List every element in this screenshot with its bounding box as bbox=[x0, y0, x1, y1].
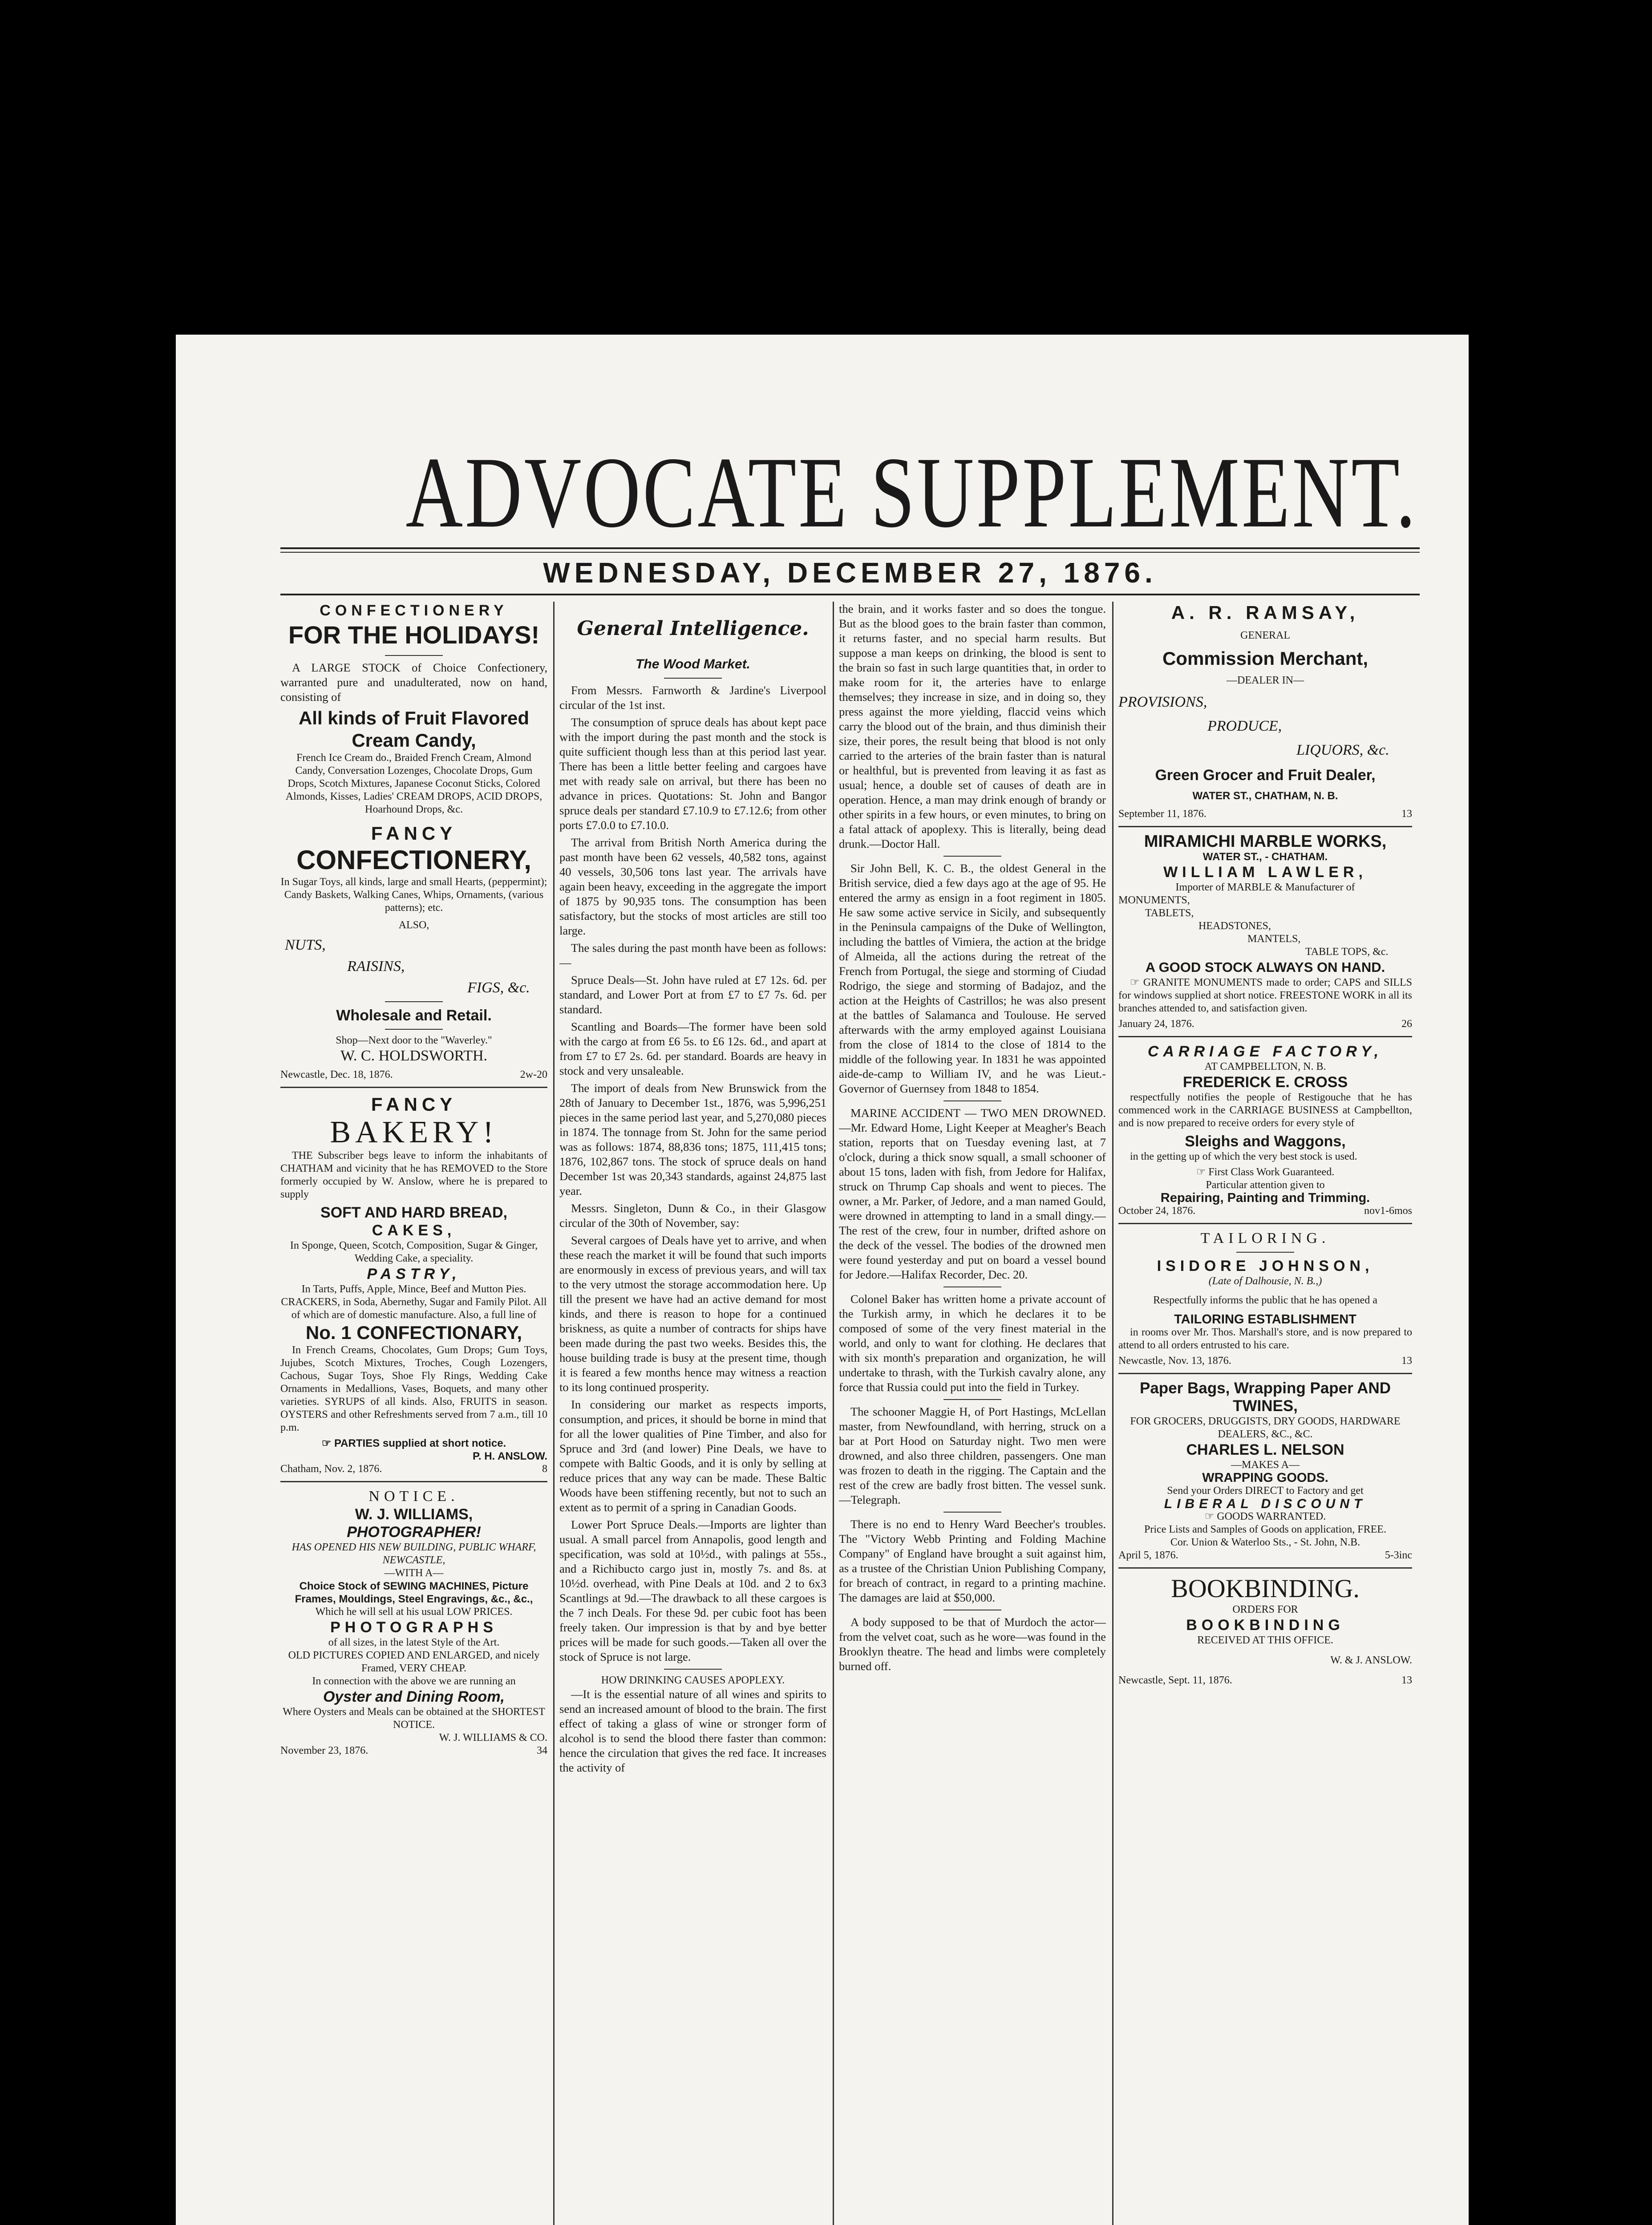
ad-ramsay-provisions: PROVISIONS, bbox=[1118, 694, 1207, 710]
ad-ramsay-grocer: Green Grocer and Fruit Dealer, bbox=[1155, 767, 1376, 784]
column-rule-3 bbox=[1112, 602, 1113, 2225]
masthead-title: ADVOCATE SUPPLEMENT. bbox=[405, 437, 1418, 549]
article-paragraph: The arrival from British North America during the past month have been 62 vessels, 40,582 tons, against 40 vessels, 30,506 tons last year. The arrivals have again been heavy, exceeding in the aggregate the import of 1875 by 90,935 tons. The consumption has been satisfactory, but the stocks of most articles are still too large. bbox=[559, 836, 826, 937]
ad-bakery-bread: SOFT AND HARD BREAD, bbox=[320, 1204, 507, 1221]
ad-confectionery-shop: Shop—Next door to the "Waverley." bbox=[336, 1035, 492, 1046]
ad-photo-notice: NOTICE. bbox=[368, 1488, 459, 1505]
ad-ramsay-name: A. R. RAMSAY, bbox=[1171, 602, 1360, 623]
article-paragraph: A body supposed to be that of Murdoch the actor—from the velvet coat, such as he wore—was found in the Brooklyn theatre. The head and limbs were completely burned off. bbox=[839, 1615, 1106, 1673]
ad-photo-with: —WITH A— bbox=[384, 1567, 444, 1579]
divider bbox=[943, 1100, 1001, 1101]
ad-ramsay-title: Commission Merchant, bbox=[1162, 648, 1369, 669]
article-paragraph: Several cargoes of Deals have yet to arrive, and when these reach the market it will be found that such imports are enormously in excess of previous years, and will tax to the very utmost the storage accommodation here. Up till the present we have had an active demand for most kinds, and there is reason to hope for a continued briskness, as quite a number of contracts for ships have been made during the past two weeks. Besides this, the house building trade is busy at the present time, though it is feared a few months hence may witness a reaction to its long continued prosperity. bbox=[559, 1234, 826, 1394]
column-1 bbox=[280, 602, 547, 2225]
ad-marble-desc: Importer of MARBLE & Manufacturer of bbox=[1175, 882, 1355, 893]
ad-photo-connection: In connection with the above we are running an bbox=[312, 1675, 516, 1687]
ad-photo-footer bbox=[280, 1744, 547, 1757]
ad-marble-address: WATER ST., - CHATHAM. bbox=[1203, 851, 1328, 863]
ad-confectionery-kicker: CONFECTIONERY bbox=[320, 602, 508, 619]
ad-marble-item: TABLETS, bbox=[1145, 907, 1194, 919]
article-paragraph: The sales during the past month have been as follows:— bbox=[559, 941, 826, 969]
section-heading: General Intelligence. bbox=[577, 617, 809, 640]
ad-separator bbox=[1118, 826, 1412, 827]
ad-confectionery-raisins: RAISINS, bbox=[347, 958, 405, 975]
ad-ramsay-code: 13 bbox=[1401, 808, 1412, 820]
ad-marble-title: MIRAMICHI MARBLE WORKS, bbox=[1144, 832, 1387, 851]
ad-bookbinding-footer bbox=[1118, 1674, 1412, 1687]
ad-confectionery-figs: FIGS, &c. bbox=[467, 979, 530, 996]
ad-paper-address: Cor. Union & Waterloo Sts., - St. John, N.B. bbox=[1170, 1537, 1360, 1548]
ad-bakery-cakes-list: In Sponge, Queen, Scotch, Composition, Sugar & Ginger, Wedding Cake, a speciality. bbox=[290, 1240, 538, 1264]
ad-paper-code: 5-3inc bbox=[1385, 1549, 1412, 1561]
ad-carriage-line: in the getting up of which the very best stock is used. bbox=[1130, 1151, 1357, 1162]
ad-paper-makes: —MAKES A— bbox=[1231, 1459, 1300, 1471]
article-heading-wood-market: The Wood Market. bbox=[636, 657, 750, 672]
ad-paper-dateline: April 5, 1876. bbox=[1118, 1549, 1178, 1561]
ad-marble-owner: WILLIAM LAWLER, bbox=[1163, 864, 1367, 881]
article-paragraph: The schooner Maggie H, of Port Hastings, McLellan master, from Newfoundland, with herring, struck on a bar at Port Hood on Saturday night. Two men were drowned, and also three children, passengers. One man was frozen to death in the rigging. The Captain and the rest of the crew are badly frost bitten. The vessel sunk.—Telegraph. bbox=[839, 1405, 1106, 1506]
ad-ramsay-general: GENERAL bbox=[1240, 630, 1290, 641]
ad-ramsay-dealer: —DEALER IN— bbox=[1227, 675, 1304, 686]
ad-bakery-crackers: CRACKERS, in Soda, Abernethy, Sugar and Family Pilot. All of which are of domestic manufacture. Also, a full line of bbox=[281, 1296, 547, 1321]
ad-photo-code: 34 bbox=[537, 1745, 547, 1756]
column-rule-1 bbox=[553, 602, 555, 2225]
ad-carriage-sleighs: Sleighs and Waggons, bbox=[1185, 1133, 1346, 1150]
article-paragraph: In considering our market as respects imports, consumption, and prices, it should be borne in mind that for all the lower qualities of Pine Timber, and also for Spruce and 3rd (and lower) Pine Deals, we have to compete with Baltic Goods, and it is only by selling at reduce prices that any way can be made. These Baltic Woods have been stiffening recently, but not to such an extent as to permit of a spring in Canadian Goods. bbox=[559, 1398, 826, 1514]
ad-separator bbox=[280, 1481, 547, 1482]
ad-bookbinding-received: RECEIVED AT THIS OFFICE. bbox=[1197, 1634, 1333, 1646]
article-paragraph: There is no end to Henry Ward Beecher's troubles. The "Victory Webb Printing and Folding Machine Company" of England have brought a suit against him, as a trustee of the Christian Union Publishing Company, for breach of contract, in regard to a printing machine. The damages are laid at $50,000. bbox=[839, 1517, 1106, 1604]
ad-bakery-footer bbox=[280, 1463, 547, 1476]
ad-paper-name: CHARLES L. NELSON bbox=[1186, 1441, 1344, 1458]
ad-tailor-footer bbox=[1118, 1355, 1412, 1367]
ad-separator bbox=[1118, 1223, 1412, 1224]
ad-paper-warranted: ☞ GOODS WARRANTED. bbox=[1204, 1511, 1326, 1522]
ad-confectionery-owner: W. C. HOLDSWORTH. bbox=[340, 1048, 488, 1064]
ad-marble-code: 26 bbox=[1401, 1018, 1412, 1030]
ad-bakery-intro: THE Subscriber begs leave to inform the inhabitants of CHATHAM and vicinity that he has REMOVED to the Store formerly occupied by W. Anslow, where he is prepared to supply bbox=[280, 1150, 547, 1200]
divider bbox=[943, 1399, 1001, 1400]
ad-marble-item: MONUMENTS, bbox=[1118, 894, 1190, 906]
divider bbox=[385, 1029, 443, 1030]
article-paragraph: The consumption of spruce deals has about kept pace with the import during the past month and the stock is quite sufficient though less than at this period last year. There has been a little better feeling and cargoes have met with ready sale on arrival, but there has been no advance in prices. Quotations: St. John and Bangor spruce deals per standard £7.10.9 to £7.12.6; from other ports £7.0.0 to £7.10.0. bbox=[559, 716, 826, 832]
ad-bakery-no1: No. 1 CONFECTIONARY, bbox=[305, 1322, 522, 1343]
ad-tailor-code: 13 bbox=[1401, 1355, 1412, 1367]
newspaper-page bbox=[176, 335, 1469, 2225]
ad-confectionery-title: CONFECTIONERY, bbox=[296, 845, 531, 875]
ad-carriage-code: nov1-6mos bbox=[1364, 1205, 1412, 1217]
ad-paper-discount: LIBERAL DISCOUNT bbox=[1164, 1497, 1367, 1511]
article-paragraph: Scantling and Boards—The former have been sold with the cargo at from £6 5s. to £6 12s. 6d., and apart at from £7 to £7 2s. 6d. per standard. Boards are heavy in stock and very unsaleable. bbox=[559, 1020, 826, 1077]
article-paragraph: the brain, and it works faster and so does the tongue. But as the blood goes to the brain faster than common, it returns faster, and no special harm results. But suppose a man keeps on drinking, the blood is sent to the brain so fast in such large quantities that, in order to make room for it, the arteries have to enlarge themselves; they increase in size, and in doing so, they press against the more yielding, flaccid veins which carry the blood out of the brain, and thus diminish their size, their pores, the result being that blood is not only carried to the arteries of the brain faster than is natural or healthful, but is prevented from leaving it as fast as usual; hence, a double set of causes of death are in operation. Hence, a man may drink enough of brandy or other spirits in a few hours, or even minutes, to bring on a fatal attack of apoplexy. This is literally, being dead drunk.—Doctor Hall. bbox=[839, 602, 1106, 850]
ad-carriage-owner: FREDERICK E. CROSS bbox=[1182, 1074, 1348, 1091]
ad-ramsay-footer bbox=[1118, 808, 1412, 821]
ad-paper-for: FOR GROCERS, DRUGGISTS, DRY GOODS, HARDWARE DEALERS, &C., &C. bbox=[1130, 1416, 1401, 1440]
article-paragraph: Messrs. Singleton, Dunn & Co., in their Glasgow circular of the 30th of November, say: bbox=[559, 1202, 826, 1230]
ad-ramsay-produce: PRODUCE, bbox=[1207, 718, 1282, 734]
ad-photo-role: PHOTOGRAPHER! bbox=[347, 1524, 481, 1541]
ad-separator bbox=[280, 1087, 547, 1088]
ad-marble-footer bbox=[1118, 1018, 1412, 1031]
article-paragraph: Spruce Deals—St. John have ruled at £7 12s. 6d. per standard, and Lower Port at from £7 to £7 7s. 6d. per standard. bbox=[559, 973, 826, 1016]
ad-photo-oyster: Oyster and Dining Room, bbox=[323, 1688, 505, 1705]
ad-marble-item: HEADSTONES, bbox=[1199, 920, 1271, 932]
ad-separator bbox=[1118, 1036, 1412, 1037]
ad-bakery-dateline: Chatham, Nov. 2, 1876. bbox=[280, 1463, 382, 1475]
divider bbox=[943, 1512, 1001, 1513]
ad-carriage-footer bbox=[1118, 1205, 1412, 1218]
ad-marble-stock: A GOOD STOCK ALWAYS ON HAND. bbox=[1145, 959, 1385, 975]
ad-photo-stock: Choice Stock of SEWING MACHINES, Picture Frames, Mouldings, Steel Engravings, &c., &c., bbox=[295, 1580, 533, 1605]
ad-bookbinding-orders: ORDERS FOR bbox=[1232, 1604, 1298, 1615]
masthead-rule-bottom bbox=[280, 594, 1420, 595]
article-paragraph: MARINE ACCIDENT — TWO MEN DROWNED.—Mr. Edward Home, Light Keeper at Meagher's Beach station, reports that on Tuesday evening last, at 7 o'clock, during a thick snow squall, a small schooner of about 15 tons, laden with fish, from Jedore for Halifax, struck on Thrump Cap shoals and went to pieces. The owner, a Mr. Parker, of Jedore, and a man named Gould, were drowned in attempting to land in a small dingy.—The rest of the crew, four in number, drifted ashore on the deck of the vessel. The bodies of the drowned men were found yesterday and put on board a vessel bound for Jedore.—Halifax Recorder, Dec. 20. bbox=[839, 1106, 1106, 1281]
ad-bakery-owner: P. H. ANSLOW. bbox=[472, 1450, 547, 1462]
ad-bakery-title: BAKERY! bbox=[330, 1115, 498, 1149]
divider bbox=[943, 1286, 1001, 1287]
ad-confectionery-also: ALSO, bbox=[398, 919, 429, 931]
ad-confectionery-list: French Ice Cream do., Braided French Cream, Almond Candy, Conversation Lozenges, Chocolate Drops, Gum Drops, Scotch Mixtures, Japanese Coconut Sticks, Colored Almonds, Kisses, Ladies' CREAM DROPS, ACID DROPS, Hoarhound Drops, &c. bbox=[285, 752, 543, 815]
ad-separator bbox=[1118, 1567, 1412, 1569]
ad-bookbinding-word: BOOKBINDING bbox=[1186, 1617, 1344, 1634]
divider bbox=[1236, 1252, 1294, 1253]
ad-paper-footer bbox=[1118, 1549, 1412, 1562]
ad-carriage-warranted: ☞ First Class Work Guaranteed. bbox=[1196, 1166, 1335, 1178]
ad-bookbinding-title: BOOKBINDING. bbox=[1171, 1574, 1360, 1603]
ad-confectionery-dateline: Newcastle, Dec. 18, 1876. bbox=[280, 1069, 393, 1080]
divider bbox=[943, 856, 1001, 857]
ad-bookbinding-dateline: Newcastle, Sept. 11, 1876. bbox=[1118, 1675, 1232, 1686]
article-paragraph: The import of deals from New Brunswick from the 28th of January to December 1st., 1876, was 5,996,251 pieces in the same period last year, and 5,270,080 pieces in 1874. The tonnage from St. John for the same period was as follows: 1874, 88,836 tons; 1875, 111,415 tons; 1876, 102,867 tons. The stock of spruce deals on hand December 1st was 20,343 standards, against 24,875 last year. bbox=[559, 1081, 826, 1197]
ad-tailor-name: ISIDORE JOHNSON, bbox=[1157, 1258, 1374, 1274]
ad-carriage-dateline: October 24, 1876. bbox=[1118, 1205, 1196, 1217]
ad-confectionery-toys: In Sugar Toys, all kinds, large and small Hearts, (peppermint); Candy Baskets, Walking Canes, Whips, Ornaments, (various patterns); etc. bbox=[280, 876, 547, 914]
column-2 bbox=[559, 602, 826, 2225]
column-4 bbox=[1118, 602, 1412, 2225]
masthead bbox=[280, 437, 1420, 549]
ad-confectionery-code: 2w-20 bbox=[520, 1069, 547, 1080]
ad-ramsay-address: WATER ST., CHATHAM, N. B. bbox=[1192, 790, 1338, 802]
ad-marble-body: ☞ GRANITE MONUMENTS made to order; CAPS and SILLS for windows supplied at short notice. FREESTONE WORK in all its branches attended to, and satisfaction given. bbox=[1118, 977, 1412, 1014]
ad-confectionery-intro: A LARGE STOCK of Choice Confectionery, warranted pure and unadulterated, now on hand, consisting of bbox=[280, 661, 547, 704]
ad-photo-name: W. J. WILLIAMS, bbox=[355, 1506, 473, 1523]
masthead-rule-top bbox=[280, 547, 1420, 549]
ad-photo-sig: W. J. WILLIAMS & CO. bbox=[439, 1732, 547, 1744]
ad-confectionery-sub: All kinds of Fruit Flavored Cream Candy, bbox=[298, 708, 530, 751]
ad-photo-dateline: November 23, 1876. bbox=[280, 1745, 368, 1756]
ad-carriage-repairing: Repairing, Painting and Trimming. bbox=[1160, 1191, 1370, 1205]
divider bbox=[385, 655, 443, 656]
article-heading-apoplexy: HOW DRINKING CAUSES APOPLEXY. bbox=[601, 1675, 785, 1686]
ad-tailor-est: TAILORING ESTABLISHMENT bbox=[1174, 1312, 1356, 1327]
ad-marble-item: TABLE TOPS, &c. bbox=[1305, 946, 1389, 958]
ad-photo-photos-sub: of all sizes, in the latest Style of the Art. bbox=[328, 1637, 500, 1648]
issue-date: WEDNESDAY, DECEMBER 27, 1876. bbox=[543, 557, 1157, 589]
divider bbox=[385, 1001, 443, 1002]
article-paragraph: Lower Port Spruce Deals.—Imports are lighter than usual. A small parcel from Annapolis, good length and specification, was sold at 10½d., with palings at 55s., and a Richibucto cargo just in, mostly 7s. and 8s. at 10½d. overhead, with Pine Deals at 10d. and 2 to 6x3 Scantlings at 9d.—The drawback to all these cargoes is the 7 inch Deals. For these 9d. per cubic foot has been freely taken. Our impression is that by and bye better prices will be made for such goods.—Taken all over the stock of Spruce is not large. bbox=[559, 1518, 826, 1663]
ad-carriage-title: CARRIAGE FACTORY, bbox=[1147, 1043, 1383, 1060]
article-wood-market bbox=[559, 683, 826, 1664]
ad-ramsay-liquors: LIQUORS, &c. bbox=[1296, 742, 1389, 758]
ad-carriage-place: AT CAMPBELLTON, N. B. bbox=[1204, 1061, 1326, 1072]
ad-bakery-pastry: PASTRY, bbox=[367, 1266, 461, 1282]
ad-photo-photos: PHOTOGRAPHS bbox=[330, 1619, 498, 1636]
ad-bakery-no1-list: In French Creams, Chocolates, Gum Drops; Gum Toys, Jujubes, Scotch Mixtures, Troches, Cough Lozengers, Cachous, Sugar Toys, Shoe Fly Rings, Wedding Cake Ornaments in Medallions, Vases, Boquets, and many other varieties. SYRUPS of all kinds. Also, FRUITS in season. OYSTERS and other Refreshments served from 7 a.m., till 10 p.m. bbox=[280, 1344, 547, 1433]
ad-confectionery-footer bbox=[280, 1068, 547, 1081]
ad-tailor-title: TAILORING. bbox=[1200, 1230, 1330, 1246]
ad-carriage-body: respectfully notifies the people of Restigouche that he has commenced work in the CARRIAGE BUSINESS at Campbellton, and is now prepared to receive orders for every style of bbox=[1118, 1092, 1412, 1129]
ad-carriage-attention: Particular attention given to bbox=[1206, 1179, 1325, 1191]
ad-marble-item: MANTELS, bbox=[1247, 933, 1301, 945]
ad-confectionery-nuts: NUTS, bbox=[285, 937, 326, 953]
ad-photo-old: OLD PICTURES COPIED AND ENLARGED, and nicely Framed, VERY CHEAP. bbox=[288, 1650, 540, 1674]
article-paragraph: Sir John Bell, K. C. B., the oldest General in the British service, died a few days ago at the age of 95. He entered the army as ensign in a foot regiment in 1805. He saw some active service in Sicily, and subsequently in the Peninsula campaigns of the Duke of Wellington, including the battles of Vimiera, the action at the bridge of Almeida, all the actions during the retreat of the French from Portugal, the siege and storming of Ciudad Rodrigo, the siege and storming of Badajoz, and the action at the Heights of Castrillos; he was also present at the battles of Salamanca and Toulouse. He served afterwards with the army employed against Louisiana from the close of 1814 to the close of 1814 to the middle of the following year. In 1831 he was appointed aide-de-camp to William IV, and he was Lieut.-Governor of Guernsey from 1848 to 1854. bbox=[839, 862, 1106, 1095]
ad-tailor-informs: Respectfully informs the public that he has opened a bbox=[1153, 1295, 1377, 1306]
ad-paper-prices: Price Lists and Samples of Goods on application, FREE. bbox=[1144, 1524, 1386, 1535]
ad-confectionery-headline: FOR THE HOLIDAYS! bbox=[288, 621, 540, 649]
ad-bakery-parties: ☞ PARTIES supplied at short notice. bbox=[321, 1437, 506, 1449]
ad-photo-opened: HAS OPENED HIS NEW BUILDING, PUBLIC WHARF, NEWCASTLE, bbox=[292, 1541, 536, 1566]
ad-separator bbox=[1118, 1373, 1412, 1374]
ad-tailor-late: (Late of Dalhousie, N. B.,) bbox=[1208, 1275, 1322, 1287]
masthead-rule-top-thin bbox=[280, 552, 1420, 553]
ad-ramsay-dateline: September 11, 1876. bbox=[1118, 808, 1207, 820]
ad-tailor-dateline: Newcastle, Nov. 13, 1876. bbox=[1118, 1355, 1231, 1367]
divider bbox=[664, 678, 722, 679]
article-paragraph: From Messrs. Farnworth & Jardine's Liverpool circular of the 1st inst. bbox=[559, 684, 826, 712]
ad-bakery-fancy: FANCY bbox=[371, 1094, 457, 1115]
ad-photo-sell: Which he will sell at his usual LOW PRICES. bbox=[315, 1606, 513, 1618]
ad-tailor-body: in rooms over Mr. Thos. Marshall's store, and is now prepared to attend to all orders entrusted to his care. bbox=[1118, 1327, 1412, 1351]
ad-marble-dateline: January 24, 1876. bbox=[1118, 1018, 1194, 1030]
column-rule-2 bbox=[833, 602, 834, 2225]
column-3 bbox=[839, 602, 1106, 2225]
article-paragraph: Colonel Baker has written home a private account of the Turkish army, in which he declares it to be composed of some of the very finest material in the world, and only to want for clothing. He declares that with six month's preparation and organization, he will undertake to thrash, with the Turkish cavalry alone, any force that Russia could put into the field in Turkey. bbox=[839, 1292, 1106, 1394]
ad-paper-goods: WRAPPING GOODS. bbox=[1202, 1471, 1328, 1485]
ad-photo-where: Where Oysters and Meals can be obtained at the SHORTEST NOTICE. bbox=[283, 1706, 545, 1731]
ad-bookbinding-code: 13 bbox=[1401, 1675, 1412, 1686]
ad-bakery-pastry-list: In Tarts, Puffs, Apple, Mince, Beef and Mutton Pies. bbox=[301, 1283, 526, 1295]
ad-bakery-cakes: CAKES, bbox=[372, 1222, 456, 1239]
article-apoplexy: —It is the essential nature of all wines and spirits to send an increased amount of blood to the brain. The first effect of taking a glass of wine or stronger form of alcohol is to send the blood there faster than common: hence the circulation that gives the red face. It increases the activity of bbox=[559, 1687, 826, 1774]
ad-paper-title: Paper Bags, Wrapping Paper AND TWINES, bbox=[1139, 1380, 1391, 1415]
ad-confectionery-wholesale: Wholesale and Retail. bbox=[336, 1007, 492, 1024]
ad-confectionery-fancy: FANCY bbox=[371, 823, 457, 844]
ad-bakery-code: 8 bbox=[542, 1463, 547, 1475]
divider bbox=[664, 1669, 722, 1670]
ad-bookbinding-sig: W. & J. ANSLOW. bbox=[1330, 1655, 1412, 1666]
ad-paper-send: Send your Orders DIRECT to Factory and get bbox=[1167, 1485, 1364, 1497]
